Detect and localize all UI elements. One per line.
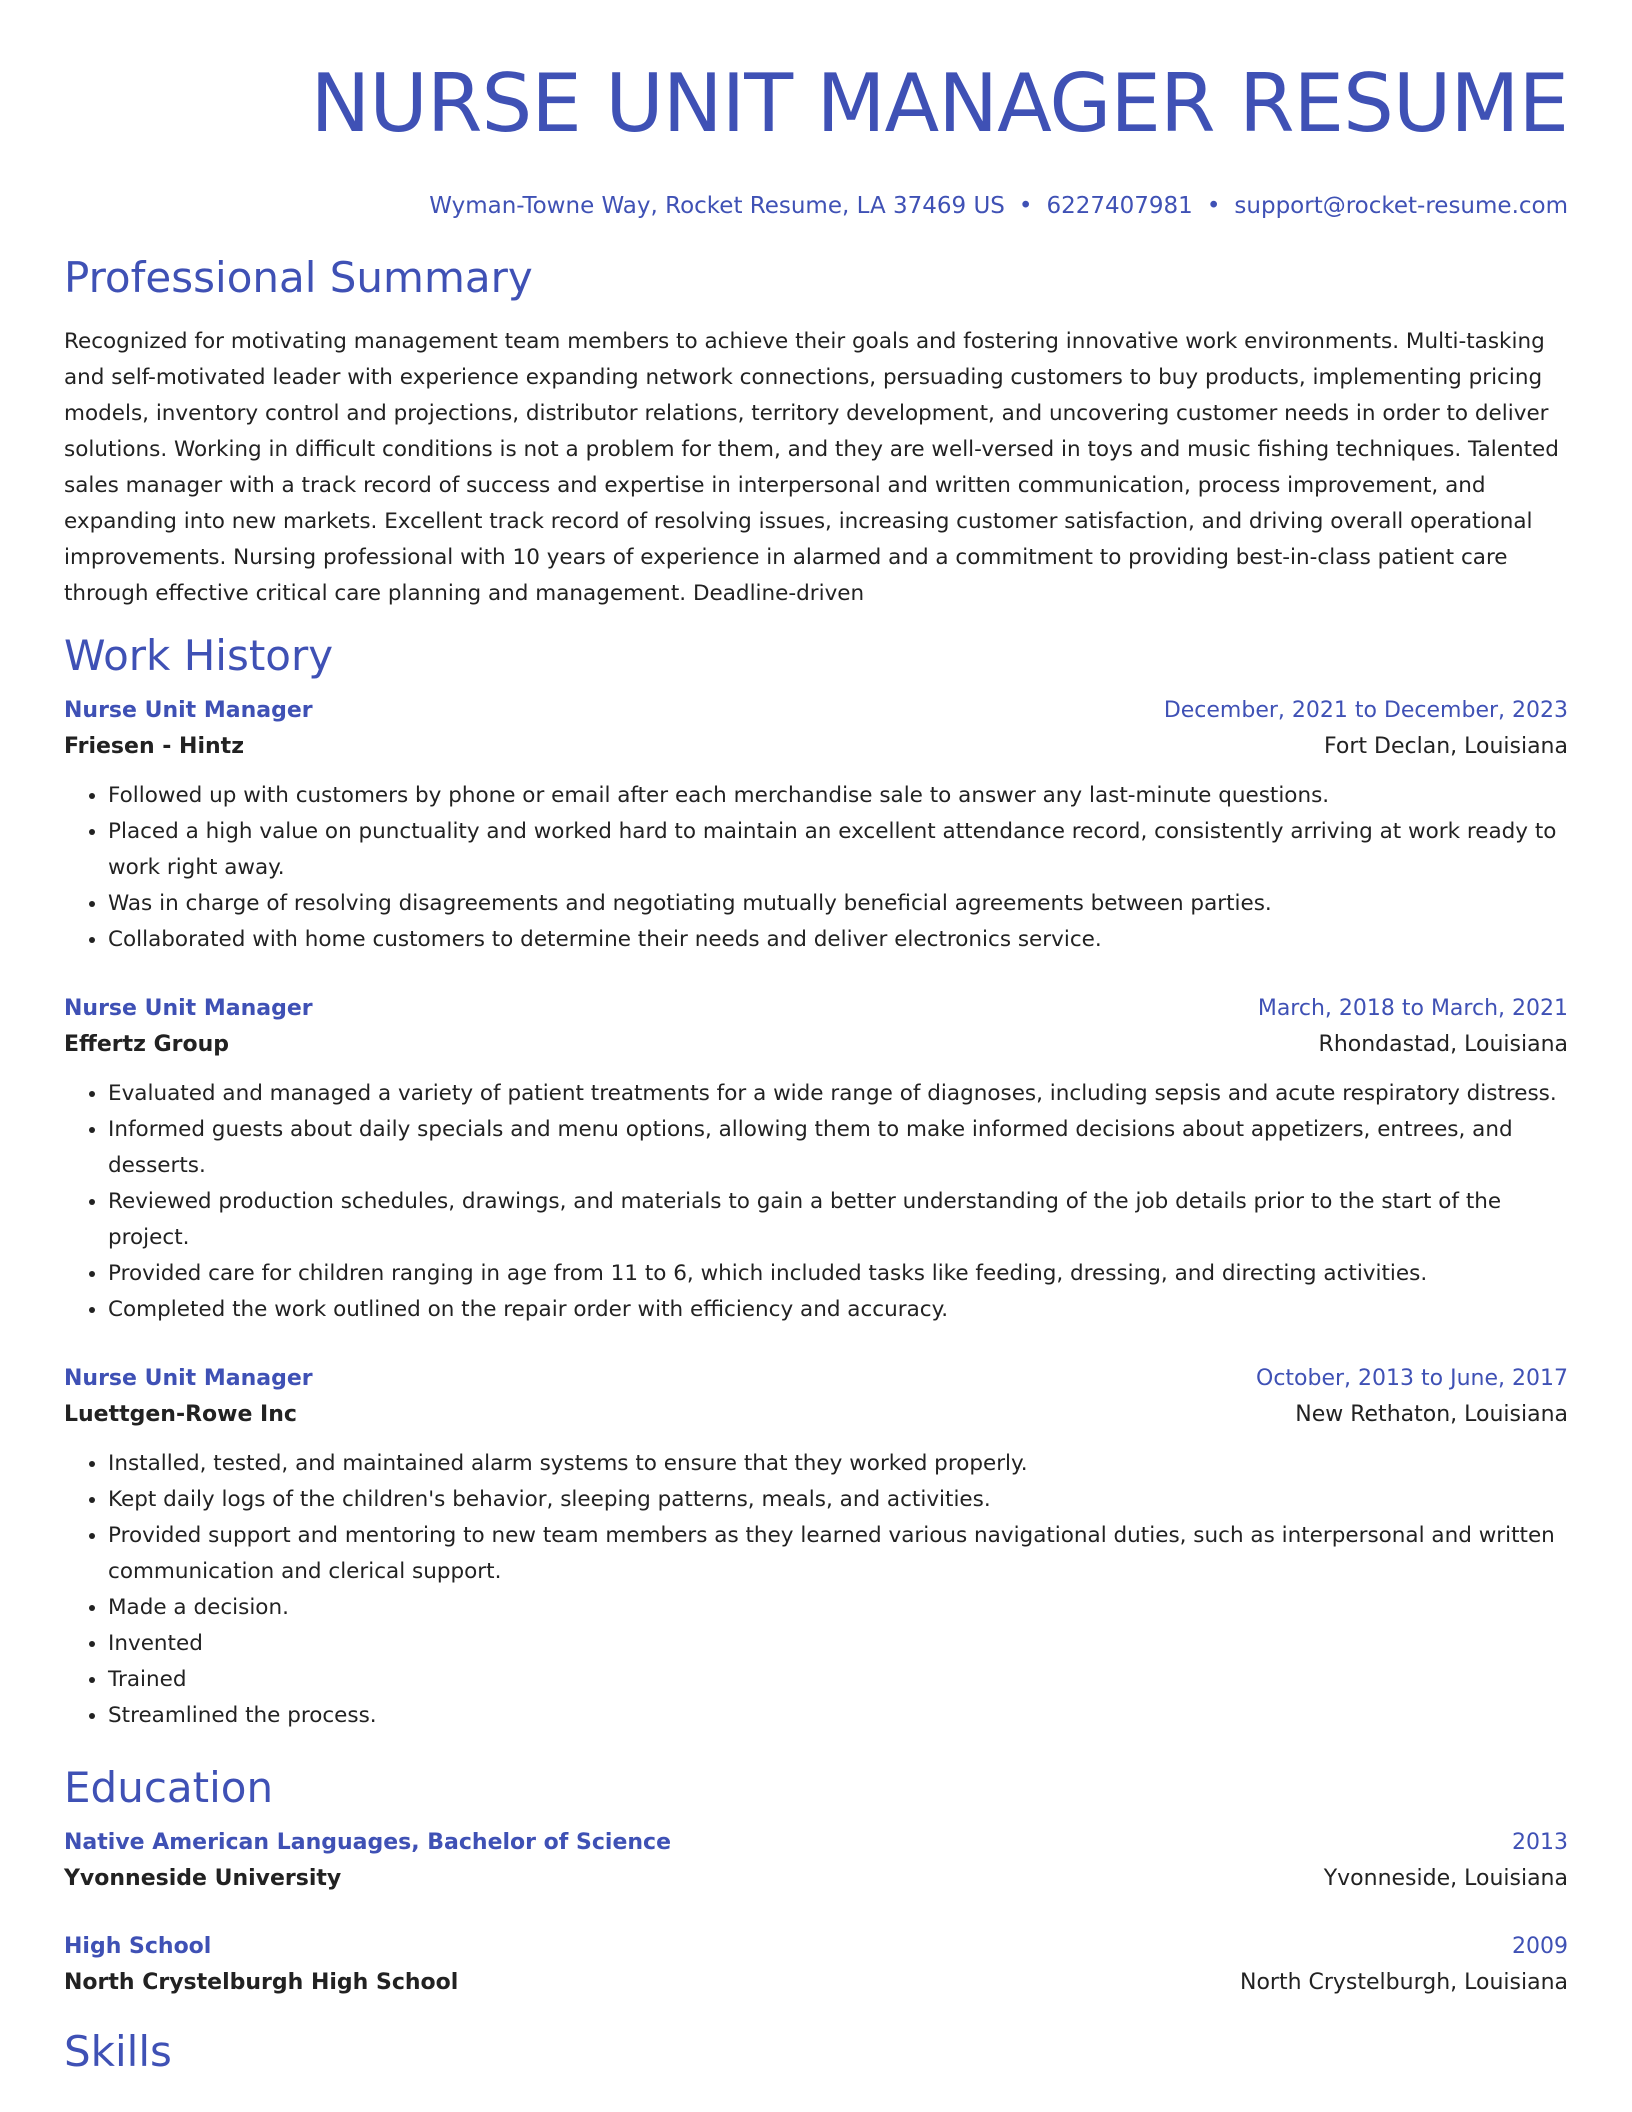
contact-separator: • xyxy=(1206,193,1221,219)
job-bullet: • Placed a high value on punctuality and worked hard to maintain an excellent attendance record, consistently arriving at work ready to work right away. xyxy=(108,814,1568,886)
job-bullet: • Reviewed production schedules, drawings, and materials to gain a better understanding of the job details prior to the start of the project. xyxy=(108,1184,1568,1256)
job-bullet: • Streamlined the process. xyxy=(108,1698,1568,1734)
job-location: Fort Declan, Louisiana xyxy=(1324,734,1568,759)
job-company-row xyxy=(64,728,1568,766)
job-bullet: • Completed the work outlined on the repair order with efficiency and accuracy. xyxy=(108,1292,1568,1328)
skills-section xyxy=(64,2026,1568,2078)
education-header-row xyxy=(64,1826,1568,1860)
job-bullet: • Was in charge of resolving disagreements and negotiating mutually beneficial agreements between parties. xyxy=(108,886,1568,922)
education-section xyxy=(64,1762,1568,2002)
job-dates: March, 2018 to March, 2021 xyxy=(1257,996,1568,1021)
contact-separator: • xyxy=(1018,193,1033,219)
job-dates: December, 2021 to December, 2023 xyxy=(1163,698,1568,723)
education-degree: Native American Languages, Bachelor of Science xyxy=(64,1830,671,1855)
job-location: New Rethaton, Louisiana xyxy=(1295,1402,1568,1427)
job-bullet: • Installed, tested, and maintained alarm systems to ensure that they worked properly. xyxy=(108,1446,1568,1482)
job-title: Nurse Unit Manager xyxy=(64,1366,313,1391)
contact-phone: 6227407981 xyxy=(1046,193,1193,219)
job-company-row xyxy=(64,1396,1568,1434)
education-school: Yvonneside University xyxy=(64,1866,342,1891)
job-entry xyxy=(64,992,1568,1328)
education-year: 2013 xyxy=(1512,1830,1568,1855)
education-entry xyxy=(64,1826,1568,1898)
education-header-row xyxy=(64,1930,1568,1964)
job-title: Nurse Unit Manager xyxy=(64,996,313,1021)
job-bullet: • Followed up with customers by phone or email after each merchandise sale to answer any last-minute questions. xyxy=(108,778,1568,814)
job-bullets xyxy=(64,1076,1568,1328)
resume-title: NURSE UNIT MANAGER RESUME xyxy=(310,57,1568,150)
job-company: Effertz Group xyxy=(64,1032,230,1057)
education-location: North Crystelburgh, Louisiana xyxy=(1239,1970,1568,1995)
job-location: Rhondastad, Louisiana xyxy=(1318,1032,1568,1057)
education-school-row xyxy=(64,1860,1568,1898)
education-degree: High School xyxy=(64,1934,212,1959)
education-school: North Crystelburgh High School xyxy=(64,1970,459,1995)
job-bullet: • Evaluated and managed a variety of patient treatments for a wide range of diagnoses, including sepsis and acute respiratory distress. xyxy=(108,1076,1568,1112)
job-dates: October, 2013 to June, 2017 xyxy=(1256,1366,1568,1391)
job-bullet: • Invented xyxy=(108,1626,1568,1662)
job-header-row xyxy=(64,992,1568,1026)
skills-heading: Skills xyxy=(64,2027,172,2076)
job-bullets xyxy=(64,1446,1568,1734)
job-bullet: • Trained xyxy=(108,1662,1568,1698)
job-bullet: • Made a decision. xyxy=(108,1590,1568,1626)
job-company-row xyxy=(64,1026,1568,1064)
job-bullets xyxy=(64,778,1568,958)
summary-section xyxy=(64,252,1568,612)
job-header-row xyxy=(64,1362,1568,1396)
education-school-row xyxy=(64,1964,1568,2002)
job-entry xyxy=(64,1362,1568,1734)
summary-text: Recognized for motivating management team members to achieve their goals and fostering innovative work environments. Multi-tasking and self-motivated leader with experience expanding network connections, persuading customers to buy products, implementing pricing models, inventory control and projections, distributor relations, territory development, and uncovering customer needs in order to deliver solutions. Working in difficult conditions is not a problem for them, and they are well-versed in toys and music fishing techniques. Talented sales manager with a track record of success and expertise in interpersonal and written communication, process improvement, and expanding into new markets. Excellent track record of resolving issues, increasing customer satisfaction, and driving overall operational improvements. Nursing professional with 10 years of experience in alarmed and a commitment to providing best-in-class patient care through effective critical care planning and management. Deadline-driven xyxy=(64,329,1559,606)
education-location: Yvonneside, Louisiana xyxy=(1323,1866,1568,1891)
work-history-section xyxy=(64,630,1568,1734)
contact-email: support@rocket-resume.com xyxy=(1234,193,1568,219)
job-company: Luettgen-Rowe Inc xyxy=(64,1402,297,1427)
job-bullet: • Informed guests about daily specials and menu options, allowing them to make informed decisions about appetizers, entrees, and desserts. xyxy=(108,1112,1568,1184)
education-heading: Education xyxy=(64,1763,274,1812)
job-bullet: • Provided support and mentoring to new team members as they learned various navigational duties, such as interpersonal and written communication and clerical support. xyxy=(108,1518,1568,1590)
contact-address: Wyman-Towne Way, Rocket Resume, LA 37469 US xyxy=(429,193,1005,219)
job-company: Friesen - Hintz xyxy=(64,734,244,759)
job-bullet: • Provided care for children ranging in age from 11 to 6, which included tasks like feeding, dressing, and directing activities. xyxy=(108,1256,1568,1292)
job-header-row xyxy=(64,694,1568,728)
job-title: Nurse Unit Manager xyxy=(64,698,313,723)
work-history-heading: Work History xyxy=(64,631,334,680)
job-bullet: • Kept daily logs of the children's behavior, sleeping patterns, meals, and activities. xyxy=(108,1482,1568,1518)
job-entry xyxy=(64,694,1568,958)
summary-heading: Professional Summary xyxy=(64,253,533,302)
job-bullet: • Collaborated with home customers to determine their needs and deliver electronics service. xyxy=(108,922,1568,958)
contact-line xyxy=(64,190,1568,222)
education-entry xyxy=(64,1930,1568,2002)
education-year: 2009 xyxy=(1512,1934,1568,1959)
